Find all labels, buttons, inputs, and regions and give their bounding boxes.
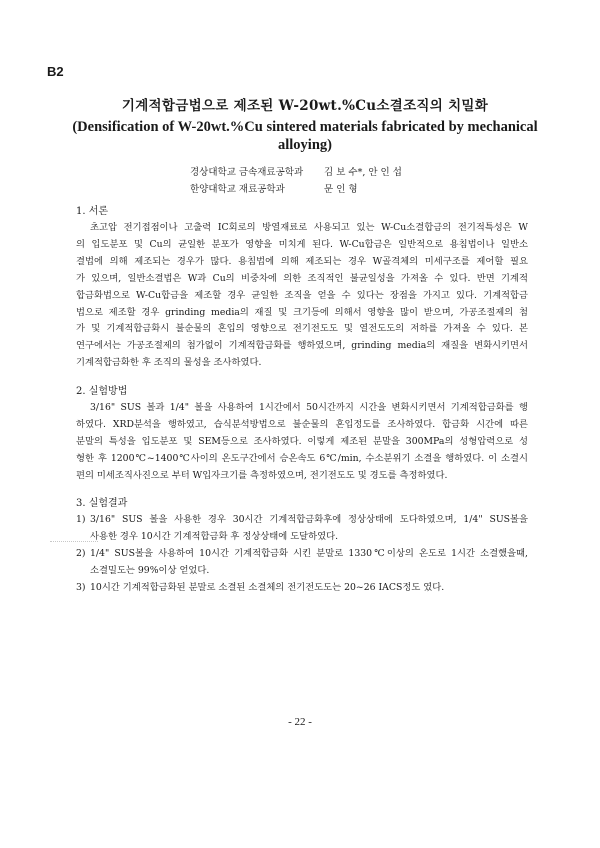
author-affiliation: 한양대학교 재료공학과	[190, 184, 285, 195]
section-method	[76, 384, 528, 485]
author-names: 문 인 형	[324, 184, 358, 195]
paragraph-line: 연구에서는 가공조절제의 첨가없이 기계적합금화를 행하였으며, grinding media의 재질을 변화시키면서	[76, 340, 528, 352]
result-number: 2)	[76, 547, 86, 559]
title-korean: 기계적합금법으로 제조된 W-20wt.%Cu소결조직의 치밀화	[121, 98, 489, 114]
paragraph-line: 편의 미세조직사진으로 부터 W입자크기를 측정하였으며, 전기전도도 및 경도를 측정하였다.	[76, 469, 448, 481]
author-affiliation: 경상대학교 금속재료공학과	[190, 167, 304, 178]
section-heading: 3. 실험결과	[76, 498, 128, 509]
result-line: 3/16" SUS 볼을 사용한 경우 30시간 기계적합금화후에 정상상태에 도다하였으며, 1/4" SUS볼을	[90, 514, 528, 525]
title-english-line-1: (Densification of W-20wt.%Cu sintered materials fabricated by mechanical	[72, 119, 538, 135]
title-english-line-2: alloying)	[278, 137, 332, 153]
title-block	[60, 97, 550, 154]
result-line: 1/4" SUS볼을 사용하여 10시간 기계적합금화 시킨 분말로 1330℃이상의 온도로 1시간 소결했을때,	[90, 547, 528, 559]
authors-block	[190, 164, 402, 198]
paragraph-line: 합금화법으로 W-Cu합금을 제조할 경우 균일한 조직을 얻을 수 있다는 장점을 가지고 있다. 기계적합금	[76, 289, 528, 301]
paragraph-line: 결법에 의해 제조되는 경우가 많다. 용침법에 의해 제조되는 경우 W골격체의 미세구조를 제어할 필요	[76, 255, 528, 267]
section-results	[76, 496, 528, 597]
paragraph-line: 의 입도분포 및 Cu의 균일한 분포가 영향을 미치게 된다. W-Cu합금은 일반적으로 용침법이나 일반소	[76, 238, 528, 250]
paragraph-line: 하였다. XRD분석을 행하였고, 습식분석방법으로 불순물의 혼입정도를 조사하였다. 합금화 시간에 따른	[76, 418, 528, 430]
result-number: 1)	[76, 514, 86, 525]
result-number: 3)	[76, 581, 86, 593]
paragraph-line: 분말의 특성을 입도분포 및 SEM등으로 조사하였다. 이렇게 제조된 분말을 300MPa의 성형압력으로 성	[76, 435, 528, 447]
result-line: 소결밀도는 99%이상 얻었다.	[90, 564, 210, 576]
section-heading: 2. 실험방법	[76, 386, 128, 397]
paragraph-line: 형한 후 1200℃~1400℃사이의 온도구간에서 승온속도 6℃/min, 수소분위기 소결을 행하였다. 이 소결시	[76, 452, 528, 464]
paragraph-line: 법으로 제조할 경우 grinding media의 재질 및 크기등에 의해서 영향을 많이 받으며, 가공조절제의 첨	[76, 306, 528, 318]
section-introduction	[76, 204, 528, 372]
page-code: B2	[47, 64, 64, 79]
result-line: 사용한 경우 10시간 기계적합금화 후 정상상태에 도달하였다.	[90, 530, 339, 542]
paragraph-line: 초고압 전기접점이나 고출력 IC회로의 방열재료로 사용되고 있는 W-Cu소결합금의 전기적특성은 W	[90, 222, 528, 233]
author-row	[190, 181, 402, 198]
paragraph-line: 3/16" SUS 볼과 1/4" 볼을 사용하여 1시간에서 50시간까지 시간을 변화시키면서 기계적합금화를 행	[90, 402, 528, 413]
section-heading: 1. 서론	[76, 206, 109, 217]
result-item	[76, 546, 528, 580]
result-item	[76, 512, 528, 546]
paragraph-line: 가 및 기계적합금화시 불순물의 혼입의 영향으로 전기전도도 및 열전도도의 저하를 가져올 수 있다. 본	[76, 323, 528, 335]
scan-artifact	[50, 541, 98, 543]
paragraph-line: 가 있으며, 일반소결법은 W과 Cu의 비중차에 의한 조직적인 불균일성을 가져올 수 있다. 반면 기계적	[76, 272, 528, 284]
result-item	[76, 580, 528, 597]
author-names: 김 보 수*, 안 인 섭	[324, 167, 402, 178]
page-number: - 22 -	[288, 716, 312, 728]
author-row	[190, 164, 402, 181]
result-line: 10시간 기계적합금화된 분말로 소결된 소결체의 전기전도도는 20~26 IACS정도 였다.	[90, 581, 445, 593]
paragraph-line: 기계적합금화한 후 조직의 물성을 조사하였다.	[76, 357, 262, 369]
title-english	[60, 118, 550, 154]
